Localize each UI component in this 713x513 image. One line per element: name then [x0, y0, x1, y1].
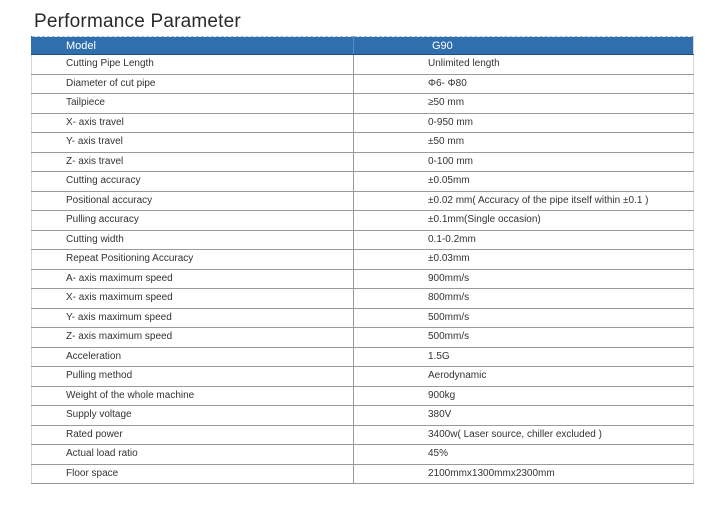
spec-value-cell: 900kg [354, 386, 694, 406]
spec-label-cell: Rated power [32, 425, 354, 445]
spec-label-cell: Cutting accuracy [32, 172, 354, 192]
spec-label-cell: Weight of the whole machine [32, 386, 354, 406]
spec-label-cell: Tailpiece [32, 94, 354, 114]
performance-parameter-table [31, 36, 694, 484]
table-row [32, 211, 694, 231]
spec-value-cell: 900mm/s [354, 269, 694, 289]
spec-label-cell: Z- axis travel [32, 152, 354, 172]
table-row [32, 289, 694, 309]
spec-value-cell: ±50 mm [354, 133, 694, 153]
table-row [32, 250, 694, 270]
spec-label-cell: A- axis maximum speed [32, 269, 354, 289]
header-value-cell: G90 [354, 37, 694, 55]
spec-label-cell: Z- axis maximum speed [32, 328, 354, 348]
spec-label-cell: Acceleration [32, 347, 354, 367]
table-body [32, 37, 694, 484]
spec-value-cell: ±0.05mm [354, 172, 694, 192]
spec-value-cell: 0.1-0.2mm [354, 230, 694, 250]
table-row [32, 425, 694, 445]
table-row [32, 133, 694, 153]
table-row [32, 328, 694, 348]
spec-value-cell: 500mm/s [354, 328, 694, 348]
spec-value-cell: Aerodynamic [354, 367, 694, 387]
table-row [32, 464, 694, 484]
spec-value-cell: 1.5G [354, 347, 694, 367]
spec-label-cell: X- axis travel [32, 113, 354, 133]
table-row [32, 386, 694, 406]
spec-label-cell: Diameter of cut pipe [32, 74, 354, 94]
table-row [32, 406, 694, 426]
spec-value-cell: Φ6- Φ80 [354, 74, 694, 94]
page-title: Performance Parameter [34, 11, 241, 32]
spec-label-cell: Cutting Pipe Length [32, 55, 354, 75]
table-header-row [32, 37, 694, 55]
table-row [32, 74, 694, 94]
spec-value-cell: 800mm/s [354, 289, 694, 309]
table-row [32, 367, 694, 387]
spec-value-cell: 45% [354, 445, 694, 465]
spec-label-cell: Supply voltage [32, 406, 354, 426]
table-row [32, 191, 694, 211]
spec-value-cell: 2100mmx1300mmx2300mm [354, 464, 694, 484]
spec-value-cell: ±0.1mm(Single occasion) [354, 211, 694, 231]
table-row [32, 445, 694, 465]
spec-label-cell: Y- axis travel [32, 133, 354, 153]
table-row [32, 55, 694, 75]
spec-label-cell: Floor space [32, 464, 354, 484]
table-row [32, 230, 694, 250]
spec-label-cell: Repeat Positioning Accuracy [32, 250, 354, 270]
spec-value-cell: ±0.03mm [354, 250, 694, 270]
table-row [32, 347, 694, 367]
spec-label-cell: Actual load ratio [32, 445, 354, 465]
spec-label-cell: Y- axis maximum speed [32, 308, 354, 328]
spec-label-cell: X- axis maximum speed [32, 289, 354, 309]
header-label-cell: Model [32, 37, 354, 55]
table-row [32, 113, 694, 133]
spec-value-cell: 0-100 mm [354, 152, 694, 172]
spec-value-cell: ±0.02 mm( Accuracy of the pipe itself within ±0.1 ) [354, 191, 694, 211]
spec-label-cell: Pulling method [32, 367, 354, 387]
spec-value-cell: ≥50 mm [354, 94, 694, 114]
spec-value-cell: 0-950 mm [354, 113, 694, 133]
table-row [32, 94, 694, 114]
spec-value-cell: Unlimited length [354, 55, 694, 75]
table-row [32, 172, 694, 192]
spec-value-cell: 500mm/s [354, 308, 694, 328]
table-row [32, 152, 694, 172]
table-row [32, 308, 694, 328]
spec-label-cell: Pulling accuracy [32, 211, 354, 231]
spec-value-cell: 3400w( Laser source, chiller excluded ) [354, 425, 694, 445]
spec-value-cell: 380V [354, 406, 694, 426]
spec-label-cell: Cutting width [32, 230, 354, 250]
table-row [32, 269, 694, 289]
spec-label-cell: Positional accuracy [32, 191, 354, 211]
